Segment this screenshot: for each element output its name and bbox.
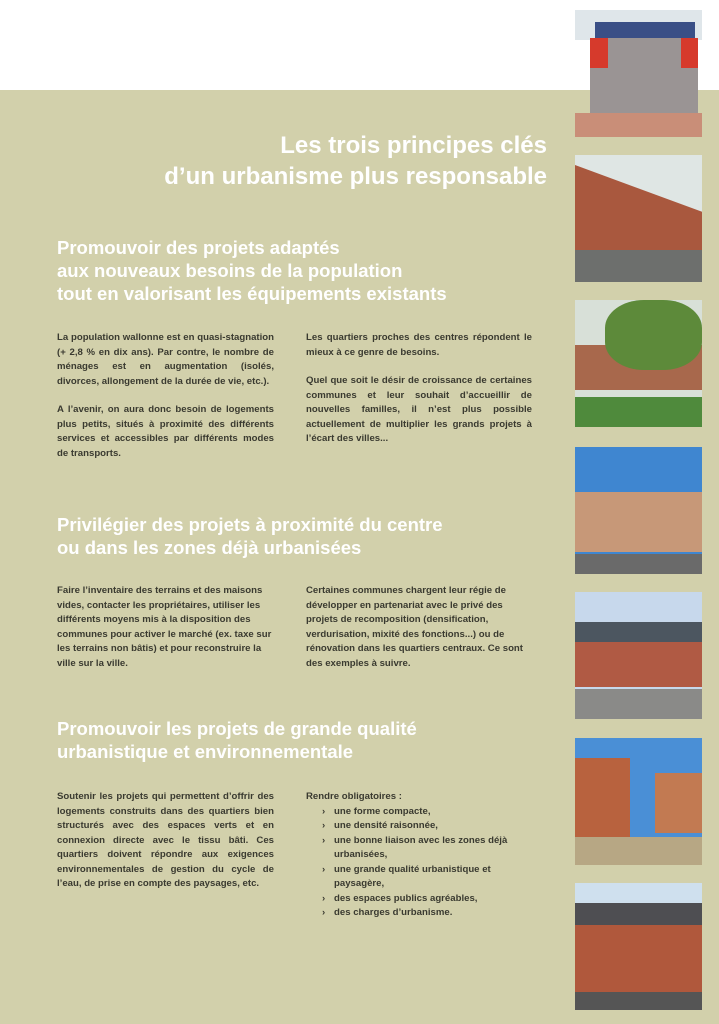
list-item: › des espaces publics agréables, — [322, 892, 532, 907]
list-item: › une bonne liaison avec les zones déjà urbanisées, — [322, 834, 532, 863]
photo-housing-5 — [575, 592, 702, 719]
photo-housing-2 — [575, 155, 702, 282]
section-1-left — [57, 331, 274, 475]
section-2-heading — [57, 513, 443, 559]
photo-housing-4 — [575, 447, 702, 574]
photo-housing-6 — [575, 738, 702, 865]
photo-housing-1 — [575, 10, 702, 137]
section-3-heading — [57, 717, 417, 763]
paragraph: La population wallonne est en quasi-stagnation (+ 2,8 % en dix ans). Par contre, le nombre de ménages est en augmentation (isolés, divorces, allongement de la durée de vie, etc.). — [57, 332, 274, 387]
heading-line: Promouvoir les projets de grande qualité — [57, 718, 417, 739]
section-2-right — [306, 584, 531, 685]
paragraph: Faire l’inventaire des terrains et des maisons vides, contacter les propriétaires, utiliser les différents moyens mis à la disposition des communes pour activer le marché (ex. taxe sur les terrains non bâtis) et pour reconstruire la ville sur la ville. — [57, 585, 272, 669]
list-item: › une grande qualité urbanistique et paysagère, — [322, 863, 532, 892]
paragraph: Quel que soit le désir de croissance de certaines communes et leur souhait d’accueillir de nouvelles familles, il n’est plus possible actuellement de multiplier les grands projets à l’écart des villes... — [306, 375, 532, 444]
section-1-right — [306, 331, 532, 461]
section-3-right — [306, 790, 532, 921]
heading-line: aux nouveaux besoins de la population — [57, 260, 403, 281]
photo-housing-7 — [575, 883, 702, 1010]
list-intro: Rendre obligatoires : — [306, 791, 402, 802]
paragraph: Certaines communes chargent leur régie de développer en partenariat avec le privé des projets de recomposition (densification, verdurisation, mixité des fonctions...) ou de rénovation dans les quartiers centraux. Ce sont des exemples à suivre. — [306, 585, 523, 669]
photo-housing-3 — [575, 300, 702, 427]
list-item: › des charges d’urbanisme. — [322, 906, 532, 921]
list-item: › une forme compacte, — [322, 805, 532, 820]
heading-line: Privilégier des projets à proximité du centre — [57, 514, 443, 535]
page-title — [164, 130, 547, 192]
paragraph: A l’avenir, on aura donc besoin de logements plus petits, situés à proximité des différents services et accessibles par différents modes de transports. — [57, 404, 274, 459]
title-line: d’un urbanisme plus responsable — [164, 163, 547, 190]
section-3-left — [57, 790, 274, 906]
heading-line: urbanistique et environnementale — [57, 741, 354, 762]
heading-line: Promouvoir des projets adaptés — [57, 237, 340, 258]
section-1-heading — [57, 236, 447, 305]
title-line: Les trois principes clés — [280, 132, 547, 159]
section-2-left — [57, 584, 274, 685]
heading-line: tout en valorisant les équipements existants — [57, 283, 447, 304]
paragraph: Soutenir les projets qui permettent d’offrir des logements construits dans des quartiers bien structurés avec des espaces verts et en connexion directe avec le tissu bâti. Ces quartiers doivent répondre aux exigences environnementales de gestion du cycle de l’eau, de prise en compte des paysages, etc. — [57, 791, 274, 889]
paragraph: Les quartiers proches des centres répondent le mieux à ce genre de besoins. — [306, 332, 532, 358]
list-item: › une densité raisonnée, — [322, 819, 532, 834]
heading-line: ou dans les zones déjà urbanisées — [57, 537, 362, 558]
requirements-list — [306, 805, 532, 921]
